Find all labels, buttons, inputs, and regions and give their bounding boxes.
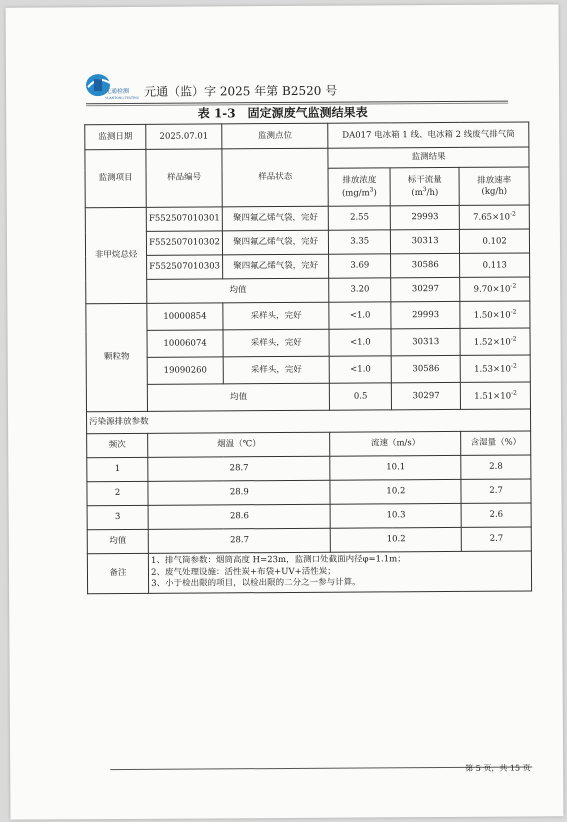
conc-value: <1.0 [330,356,392,383]
flow-value: 29993 [390,205,459,229]
point-value: DA017 电冰箱 1 线、电冰箱 2 线废气排气筒 [328,122,529,148]
col-speed: 流速（m/s） [330,431,461,456]
conc-value: <1.0 [329,302,391,329]
flow-value: 29993 [391,301,460,328]
col-temp: 烟温（℃） [148,432,330,457]
freq-value: 均值 [87,529,148,553]
table-row [86,328,530,358]
sample-no: F552507010301 [146,207,222,231]
report-number: 元通（监）字 2025 年第 B2520 号 [143,83,338,99]
params-section-title: 污染源排放参数 [86,409,530,434]
sample-state: 聚四氟乙烯气袋，完好 [222,206,329,231]
table-row [85,205,529,232]
remarks-row [87,551,531,594]
table-row [85,229,529,256]
item-nmhc: 非甲烷总烃 [85,207,147,303]
document-page [6,4,564,819]
avg-label: 均值 [147,383,329,411]
flow-value: 30586 [391,253,460,277]
col-rate: 排放速率 (kg/h) [459,167,529,205]
table-row [87,479,531,506]
flow-value: 30297 [391,277,460,301]
col-moist: 含湿量（%） [461,431,531,455]
sample-no: 10000854 [147,303,223,330]
temp-value: 28.9 [148,480,330,505]
temp-value: 28.7 [148,528,330,553]
flow-value: 30313 [390,229,459,253]
flow-value: 30313 [391,328,460,355]
col-flow: 标干流量 $(m^3/h)$ [390,167,460,205]
rate-value: $9.70\times 10^{-2}$ [460,277,530,301]
col-sample-state: 样品状态 [222,148,329,207]
sample-no: F552507010302 [147,231,223,255]
sample-state: 采样头，完好 [223,329,330,357]
col-conc: 排放浓度 $(mg/m^3)$ [328,168,390,206]
conc-value: <1.0 [329,329,391,356]
rate-value: $1.50\times 10^{-2}$ [460,301,530,328]
table-row [86,355,530,385]
date-value: 2025.07.01 [146,124,222,149]
table-row [87,455,531,482]
freq-value: 1 [87,457,148,481]
page-number: 第 5 页，共 15 页 [465,763,531,773]
conc-value: 3.35 [329,230,391,254]
rate-value: $1.51\times 10^{-2}$ [461,382,531,409]
remarks-label: 备注 [87,553,148,593]
sample-state: 采样头，完好 [223,356,330,384]
table-title: 表 1-3 固定源废气监测结果表 [197,105,368,121]
conc-value: 3.69 [329,254,391,278]
header-row-1 [85,147,529,170]
temp-value: 28.7 [148,456,330,481]
average-row [86,277,530,304]
rate-value: $7.65\times 10^{-2}$ [460,205,530,229]
freq-value: 2 [87,481,148,505]
company-logo [84,71,144,101]
params-header-row [87,431,531,458]
sample-state: 采样头，完好 [223,302,330,330]
moist-value: 2.6 [461,503,531,527]
conc-value: 3.20 [329,278,391,302]
info-row [85,122,529,150]
flow-value: 30297 [391,382,460,409]
table-row [87,527,531,554]
moist-value: 2.7 [461,479,531,503]
avg-label: 均值 [147,278,329,303]
speed-value: 10.3 [330,503,461,528]
table-row [86,301,530,331]
rate-value: $1.52\times 10^{-2}$ [460,328,530,355]
moist-value: 2.7 [462,527,532,551]
item-pm: 颗粒物 [86,303,148,411]
col-result: 监测结果 [328,147,529,168]
col-sample-no: 样品编号 [146,149,222,207]
speed-value: 10.2 [330,479,461,504]
point-label: 监测点位 [222,123,329,149]
conc-value: 2.55 [329,206,391,230]
monitoring-results-table [84,121,532,594]
date-label: 监测日期 [85,124,146,149]
svg-text:YUANTONG TESTING: YUANTONG TESTING [105,95,140,101]
sample-no: 19090260 [147,357,223,384]
table-row [87,503,531,530]
sample-no: F552507010303 [147,255,223,279]
average-row [86,382,530,412]
temp-value: 28.6 [148,504,330,529]
moist-value: 2.8 [461,455,531,479]
freq-value: 3 [87,505,148,529]
sample-state: 聚四氟乙烯气袋，完好 [222,230,329,255]
sample-no: 10006074 [147,330,223,357]
speed-value: 10.1 [330,455,461,480]
sample-state: 聚四氟乙烯气袋，完好 [222,254,329,279]
rate-value: 0.113 [460,253,530,277]
col-freq: 频次 [87,433,148,457]
params-section-row [86,409,530,434]
rate-value: 0.102 [460,229,530,253]
rate-value: $1.53\times 10^{-2}$ [461,355,531,382]
svg-text:元通检测: 元通检测 [105,87,130,96]
conc-value: 0.5 [330,383,392,410]
remarks-text: 1、排气筒参数：烟筒高度 H=23m，监测口处截面内径φ=1.1m； 2、废气处理设施：活性炭+布袋+UV+活性炭； 3、小于检出限的项目，以检出限的二分之一参与计算。 [149,551,532,593]
flow-value: 30586 [391,355,460,382]
speed-value: 10.2 [331,527,462,552]
col-item: 监测项目 [85,149,146,207]
table-row [86,253,530,280]
